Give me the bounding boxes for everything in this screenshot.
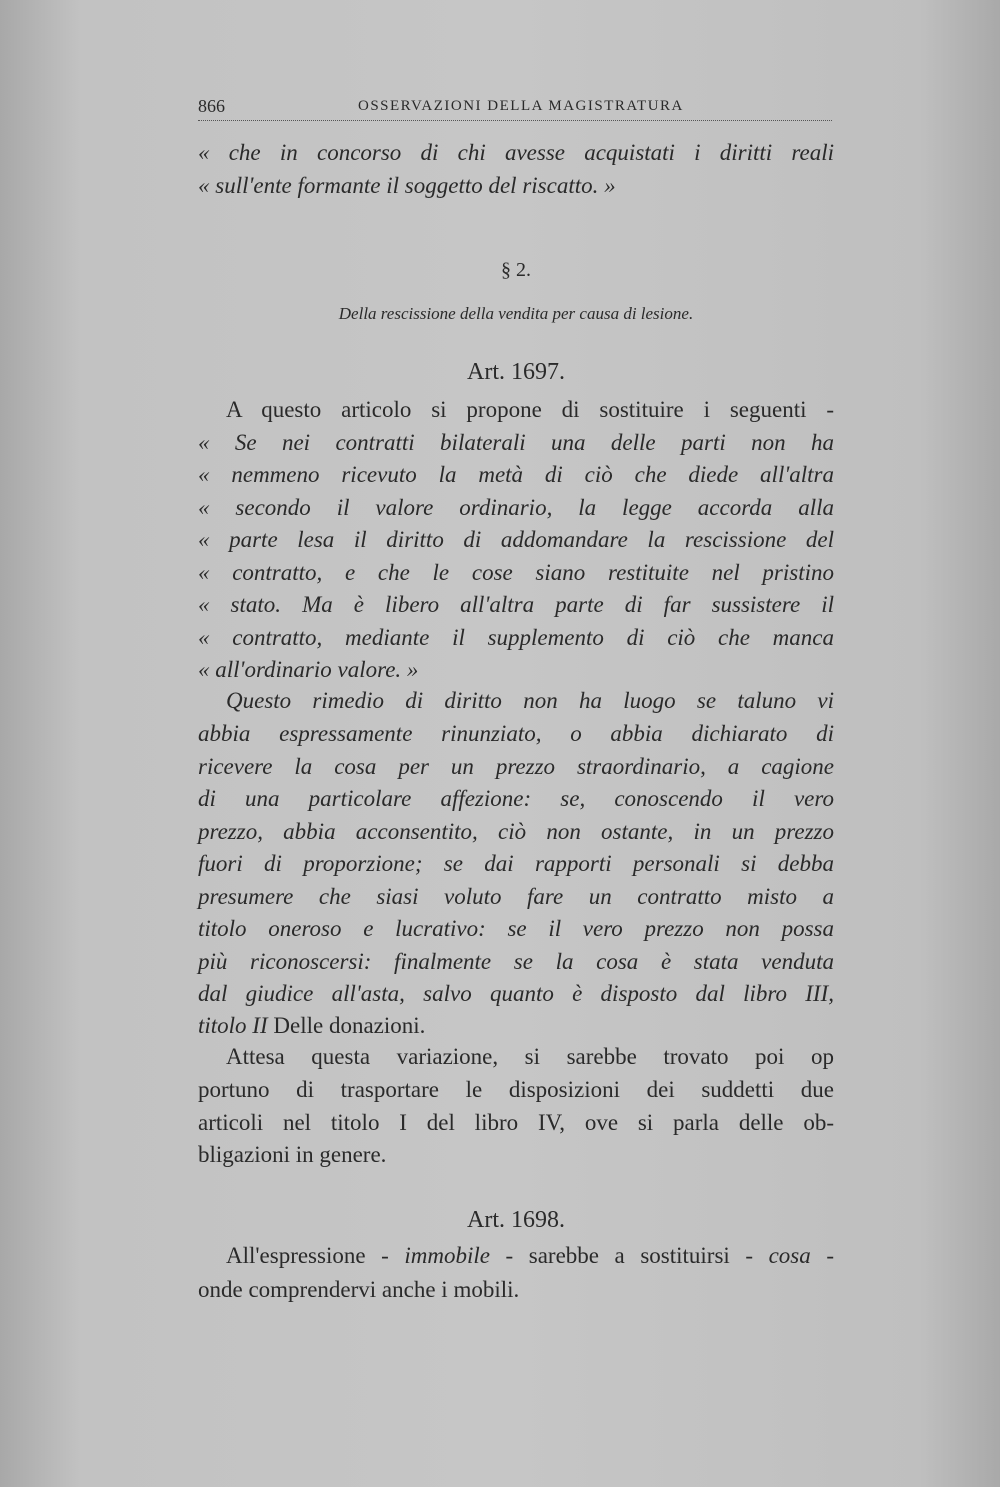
- text-line: « secondo il valore ordinario, la legge accorda alla: [198, 495, 834, 520]
- text-line: prezzo, abbia acconsentito, ciò non ostante, in un prezzo: [198, 819, 834, 844]
- text-line: « contratto, mediante il supplemento di ciò che manca: [198, 625, 834, 650]
- text-line: presumere che siasi voluto fare un contratto misto a: [198, 884, 834, 909]
- text-fragment: -: [810, 1243, 834, 1268]
- text-line: di una particolare affezione: se, conoscendo il vero: [198, 786, 834, 811]
- text-line: « che in concorso di chi avesse acquistati i diritti reali: [198, 140, 834, 165]
- text-fragment: immobile: [404, 1243, 490, 1268]
- text-line: Questo rimedio di diritto non ha luogo se taluno vi: [226, 688, 834, 713]
- text-line: « nemmeno ricevuto la metà di ciò che diede all'altra: [198, 462, 834, 487]
- text-fragment: Delle donazioni.: [267, 1013, 426, 1038]
- text-line: abbia espressamente rinunziato, o abbia dichiarato di: [198, 721, 834, 746]
- text-line: [198, 1010, 834, 1042]
- text-line: « contratto, e che le cose siano restituite nel pristino: [198, 560, 834, 585]
- section-title: Della rescissione della vendita per causa di lesione.: [338, 304, 694, 323]
- text-line: titolo oneroso e lucrativo: se il vero prezzo non possa: [198, 916, 834, 941]
- page-number: 866: [198, 96, 225, 116]
- text-line: fuori di proporzione; se dai rapporti personali si debba: [198, 851, 834, 876]
- text-line: dal giudice all'asta, salvo quanto è disposto dal libro III,: [198, 981, 834, 1006]
- text-line: bligazioni in genere.: [198, 1142, 387, 1167]
- text-line: più riconoscersi: finalmente se la cosa è stata venduta: [198, 949, 834, 974]
- text-fragment: cosa: [768, 1243, 811, 1268]
- section-number: § 2.: [501, 259, 531, 281]
- text-line: « all'ordinario valore. »: [198, 657, 419, 682]
- article-heading: Art. 1698.: [467, 1207, 565, 1233]
- text-line: « stato. Ma è libero all'altra parte di far sussistere il: [198, 592, 834, 617]
- text-line: ricevere la cosa per un prezzo straordinario, a cagione: [198, 754, 834, 779]
- page-header: [198, 94, 832, 121]
- text-line: Attesa questa variazione, si sarebbe trovato poi op: [226, 1044, 834, 1069]
- text-line: onde comprendervi anche i mobili.: [198, 1277, 520, 1302]
- text-fragment: All'espressione -: [226, 1243, 405, 1268]
- text-line: [198, 1240, 834, 1272]
- text-line: « Se nei contratti bilaterali una delle parti non ha: [198, 430, 834, 455]
- text-line: A questo articolo si propone di sostituire i seguenti -: [226, 397, 834, 422]
- text-line: « parte lesa il diritto di addomandare la rescissione del: [198, 527, 834, 552]
- text-line: « sull'ente formante il soggetto del riscatto. »: [198, 173, 616, 198]
- text-line: portuno di trasportare le disposizioni dei suddetti due: [198, 1077, 834, 1102]
- article-heading: Art. 1697.: [467, 359, 565, 385]
- text-line: articoli nel titolo I del libro IV, ove si parla delle ob-: [198, 1110, 834, 1135]
- text-fragment: - sarebbe a sostituirsi -: [489, 1243, 769, 1268]
- text-fragment: titolo II: [198, 1013, 268, 1038]
- running-title: OSSERVAZIONI DELLA MAGISTRATURA: [358, 98, 684, 114]
